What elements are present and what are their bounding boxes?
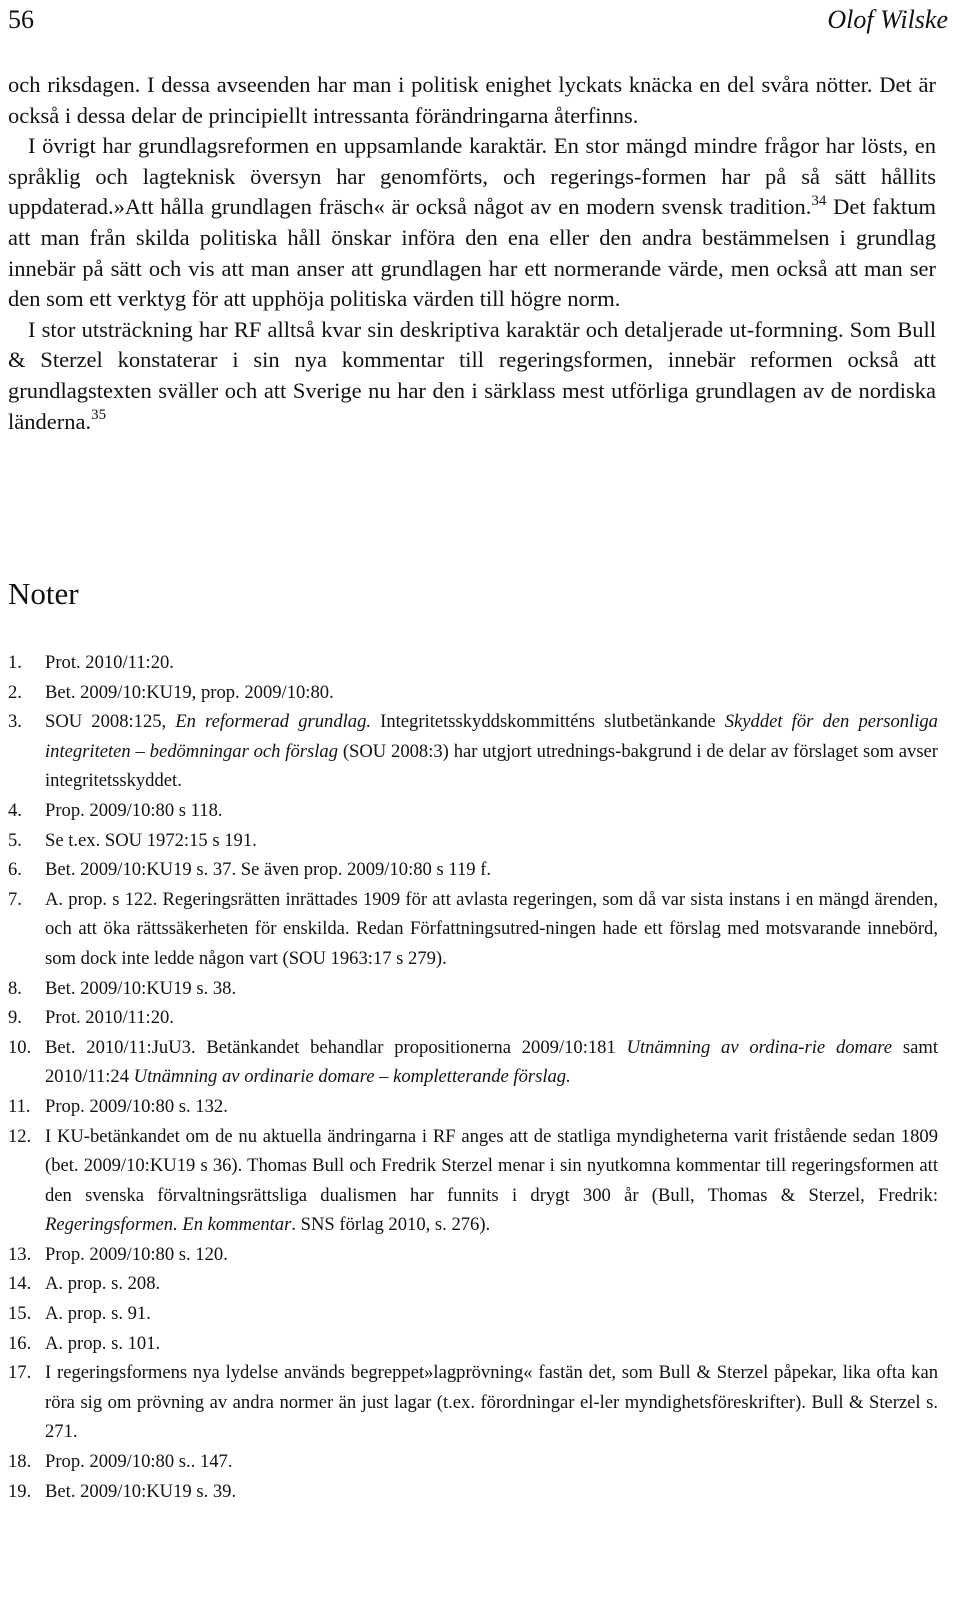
note-number: 17. <box>8 1362 32 1384</box>
note-item <box>8 1240 938 1270</box>
note-number: 3. <box>8 711 22 733</box>
note-title: Skyddet för den personliga integriteten – bedömningar och förslag <box>45 711 938 762</box>
note-text: Bet. 2009/10:KU19, prop. 2009/10:80. <box>45 681 334 703</box>
note-number: 6. <box>8 859 22 881</box>
note-item <box>8 1092 938 1122</box>
note-number: 7. <box>8 888 22 910</box>
note-title: Utnämning av ordinarie domare – kompletterande förslag. <box>133 1066 571 1088</box>
note-number: 18. <box>8 1451 32 1473</box>
note-number: 19. <box>8 1480 32 1502</box>
note-number: 4. <box>8 799 22 821</box>
notes-list <box>8 648 938 1506</box>
note-text: SOU 2008:125, <box>45 711 176 733</box>
author-running-head: Olof Wilske <box>827 5 948 34</box>
note-title: En reformerad grundlag. <box>175 711 372 733</box>
note-number: 11. <box>8 1095 31 1117</box>
paragraph <box>8 131 936 315</box>
note-number: 16. <box>8 1332 32 1354</box>
note-item <box>8 974 938 1004</box>
note-item <box>8 1477 938 1507</box>
paragraph: och riksdagen. I dessa avseenden har man i politisk enighet lyckats knäcka en del svåra nötter. Det är också i dessa delar de principiellt intressanta förändringarna återfinns. <box>8 72 936 128</box>
note-item <box>8 1329 938 1359</box>
note-item <box>8 855 938 885</box>
note-text: Integritetsskyddskommitténs slutbetänkande <box>371 711 725 733</box>
note-number: 13. <box>8 1243 32 1265</box>
note-number: 14. <box>8 1273 32 1295</box>
note-item <box>8 885 938 974</box>
note-text: A. prop. s. 208. <box>45 1273 161 1295</box>
page-number: 56 <box>8 5 34 34</box>
note-text: Bet. 2009/10:KU19 s. 37. Se även prop. 2009/10:80 s 119 f. <box>45 859 492 881</box>
note-text: A. prop. s 122. Regeringsrätten inrättades 1909 för att avlasta regeringen, som då var sista instans i en mängd ärenden, och att öka rättssäkerheten för enskilda. Redan Författningsutred-ningen hade ett förslag med motsvarande innebörd, som dock inte ledde någon vart (SOU 1963:17 s 279). <box>45 888 938 969</box>
note-item <box>8 796 938 826</box>
note-text: Prop. 2009/10:80 s 118. <box>45 799 223 821</box>
note-number: 2. <box>8 681 22 703</box>
note-text: I KU-betänkandet om de nu aktuella ändringarna i RF anges att de statliga myndigheterna varit fristående sedan 1809 (bet. 2009/10:KU19 s 36). Thomas Bull och Fredrik Sterzel menar i sin nyutkomna kommentar till regeringsformen att den svenska förvaltningsrättsliga dualismen har funnits i drygt 300 år (Bull, Thomas & Sterzel, Fredrik: <box>45 1125 938 1206</box>
note-item <box>8 1122 938 1240</box>
note-text: A. prop. s. 101. <box>45 1332 161 1354</box>
note-text: A. prop. s. 91. <box>45 1303 151 1325</box>
note-number: 5. <box>8 829 22 851</box>
note-text: Prot. 2010/11:20. <box>45 1007 174 1029</box>
note-number: 12. <box>8 1125 32 1147</box>
paragraph <box>8 315 936 437</box>
note-text: Prop. 2009/10:80 s.. 147. <box>45 1451 233 1473</box>
note-number: 10. <box>8 1036 32 1058</box>
note-item <box>8 1269 938 1299</box>
note-item <box>8 1358 938 1447</box>
note-title: Utnämning av ordina-rie domare <box>626 1036 893 1058</box>
note-item <box>8 648 938 678</box>
note-text: Bet. 2009/10:KU19 s. 38. <box>45 977 237 999</box>
note-text: I regeringsformens nya lydelse används begreppet»lagprövning« fastän det, som Bull & Sterzel påpekar, lika ofta kan röra sig om prövning av andra normer än just lagar (t.ex. förordningar el-ler myndighetsföreskrifter). Bull & Sterzel s. 271. <box>45 1362 938 1443</box>
note-item <box>8 1003 938 1033</box>
footnote-ref: 34 <box>811 192 827 209</box>
note-text: Bet. 2009/10:KU19 s. 39. <box>45 1480 237 1502</box>
note-number: 8. <box>8 977 22 999</box>
note-text: (SOU 2008:3) har utgjort utrednings-bakgrund i de delar av förslaget som avser integritetsskyddet. <box>45 740 939 792</box>
note-number: 9. <box>8 1007 22 1029</box>
paragraph-text: I stor utsträckning har RF alltså kvar sin deskriptiva karaktär och detaljerade ut-formning. Som Bull & Sterzel konstaterar i sin nya kommentar till regeringsformen, innebär reformen också att grundlagstexten sväller och att Sverige nu har den i särklass mest utförliga grundlagen av de nordiska länderna. <box>8 316 936 434</box>
note-item <box>8 1299 938 1329</box>
note-number: 15. <box>8 1303 32 1325</box>
note-title: Regeringsformen. En kommentar <box>45 1214 292 1236</box>
paragraph-text: I övrigt har grundlagsreformen en uppsamlande karaktär. En stor mängd mindre frågor har lösts, en språklig och lagteknisk översyn har genomförts, och regerings-formen har på så sätt hållits uppdaterad.»Att hålla grundlagen fräsch« är också något av en modern svensk tradition. <box>8 133 936 220</box>
running-header <box>8 2 948 38</box>
note-text: Prop. 2009/10:80 s. 132. <box>45 1095 228 1117</box>
paragraph-text: Det faktum att man från skilda politiska håll önskar införa den ena eller den andra bestämmelsen i grundlag innebär på sätt och vis att man anser att grundlagen har ett normerande värde, men också att man ser den som ett verktyg för att upphöja politiska värden till högre norm. <box>8 194 936 312</box>
body-text <box>8 70 936 437</box>
note-text: Prop. 2009/10:80 s. 120. <box>45 1243 228 1265</box>
notes-heading: Noter <box>8 576 79 611</box>
note-item <box>8 826 938 856</box>
note-text: . SNS förlag 2010, s. 276). <box>291 1214 491 1236</box>
note-item <box>8 678 938 708</box>
footnote-ref: 35 <box>91 407 107 424</box>
note-text: Se t.ex. SOU 1972:15 s 191. <box>45 829 257 851</box>
note-text: Prot. 2010/11:20. <box>45 652 174 673</box>
note-item <box>8 1033 938 1092</box>
note-item <box>8 1447 938 1477</box>
note-item <box>8 707 938 796</box>
note-number: 1. <box>8 652 22 673</box>
note-text: Bet. 2010/11:JuU3. Betänkandet behandlar propositionerna 2009/10:181 <box>45 1036 627 1058</box>
note-text: samt 2010/11:24 <box>45 1036 938 1088</box>
